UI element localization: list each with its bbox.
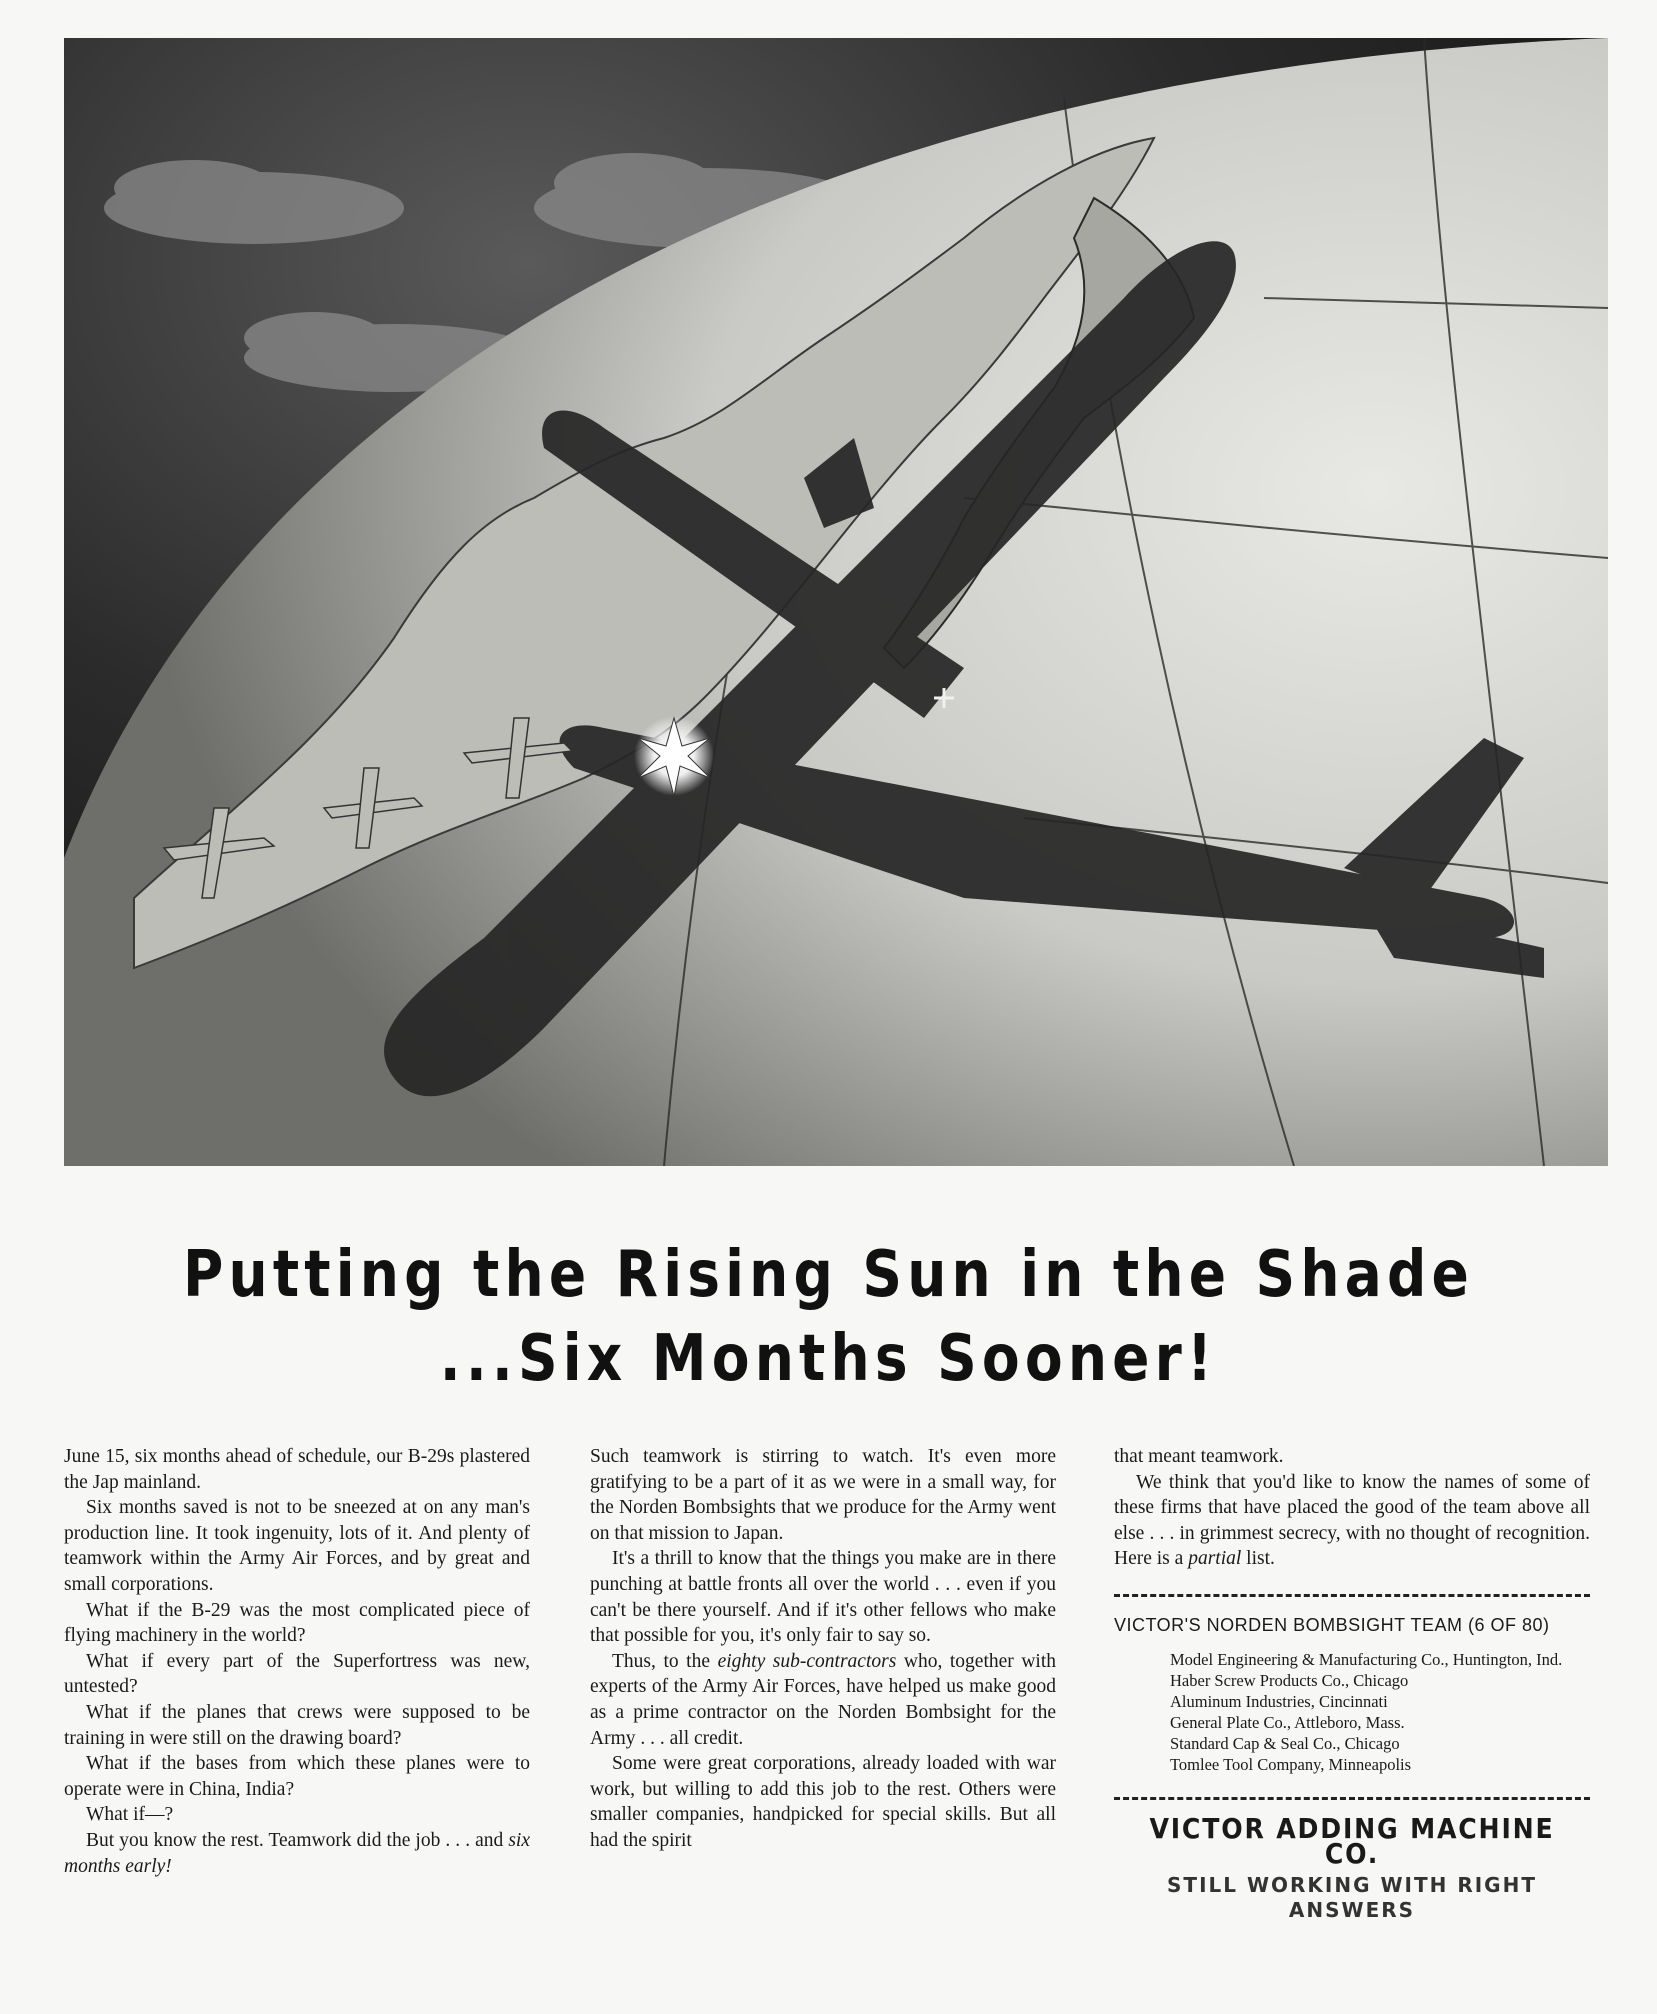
- body-column-3: [1114, 1444, 1590, 1924]
- paragraph-text: Thus, to the: [612, 1650, 718, 1672]
- team-member: Aluminum Industries, Cincinnati: [1170, 1691, 1388, 1711]
- paragraph: What if the planes that crews were supposed to be training in were still on the drawing board?: [64, 1701, 530, 1749]
- b29-shadow-map-illustration: [64, 38, 1608, 1166]
- team-member: Haber Screw Products Co., Chicago: [1170, 1670, 1409, 1690]
- team-member: General Plate Co., Attleboro, Mass.: [1170, 1712, 1405, 1732]
- paragraph-text: But you know the rest. Teamwork did the job . . . and: [86, 1829, 509, 1851]
- paragraph: June 15, six months ahead of schedule, our B-29s plastered the Jap mainland.: [64, 1446, 530, 1493]
- company-slogan: STILL WORKING WITH RIGHT ANSWERS: [1167, 1872, 1537, 1923]
- paragraph: that meant teamwork.: [1114, 1446, 1284, 1467]
- emphasis: eighty sub-contractors: [717, 1650, 897, 1672]
- headline-line-1: Putting the Rising Sun in the Shade: [182, 1238, 1475, 1312]
- paragraph: What if the B-29 was the most complicated piece of flying machinery in the world?: [64, 1599, 530, 1647]
- dashed-divider: [1114, 1797, 1590, 1800]
- team-member: Standard Cap & Seal Co., Chicago: [1170, 1733, 1400, 1753]
- body-column-1: [64, 1444, 530, 1879]
- headline-line-2: ...Six Months Sooner!: [439, 1322, 1218, 1396]
- team-member: Model Engineering & Manufacturing Co., Huntington, Ind.: [1170, 1649, 1563, 1669]
- paragraph-text: who, together with experts of the Army Air Forces, have helped us make good as a prime contractor on the Norden Bombsight for the Army . . . all credit.: [590, 1650, 1057, 1749]
- paragraph: What if—?: [86, 1804, 174, 1826]
- illustration: [64, 38, 1608, 1166]
- paragraph-text: list.: [1241, 1548, 1275, 1570]
- team-list: [1114, 1649, 1590, 1775]
- paragraph: Such teamwork is stirring to watch. It's even more gratifying to be a part of it as we were in a small way, for the Norden Bombsights that we produce for the Army went on that mission to Japan.: [590, 1446, 1056, 1544]
- dashed-divider: [1114, 1594, 1590, 1597]
- company-name: VICTOR ADDING MACHINE CO.: [1149, 1811, 1555, 1871]
- paragraph: Some were great corporations, already loaded with war work, but willing to add this job to the rest. Others were smaller companies, handpicked for special skills. But all had the spirit: [590, 1753, 1056, 1851]
- emphasis: six months early!: [64, 1829, 530, 1877]
- paragraph: [1114, 1470, 1590, 1572]
- paragraph: It's a thrill to know that the things you make are in there punching at battle fronts all over the world . . . even if you can't be there yourself. And if it's other fellows who make that possible for you, it's only fair to say so.: [590, 1548, 1056, 1647]
- team-member: Tomlee Tool Company, Minneapolis: [1170, 1754, 1412, 1774]
- paragraph: What if the bases from which these planes were to operate were in China, India?: [64, 1753, 530, 1800]
- paragraph: [590, 1649, 1056, 1751]
- paragraph: What if every part of the Superfortress was new, untested?: [64, 1650, 530, 1698]
- body-column-2: [590, 1444, 1056, 1854]
- paragraph: [64, 1828, 530, 1879]
- team-title: VICTOR'S NORDEN BOMBSIGHT TEAM (6 OF 80): [1114, 1614, 1550, 1635]
- bomb-burst: [634, 716, 714, 796]
- paragraph-text: We think that you'd like to know the names of some of these firms that have placed the good of the team above all else . . . in grimmest secrecy, with no thought of recognition. Here is a: [1114, 1471, 1590, 1570]
- paragraph: Six months saved is not to be sneezed at on any man's production line. It took ingenuity, lots of it. And plenty of teamwork within the Army Air Forces, and by great and small corporations.: [64, 1497, 530, 1595]
- emphasis: partial: [1188, 1548, 1242, 1570]
